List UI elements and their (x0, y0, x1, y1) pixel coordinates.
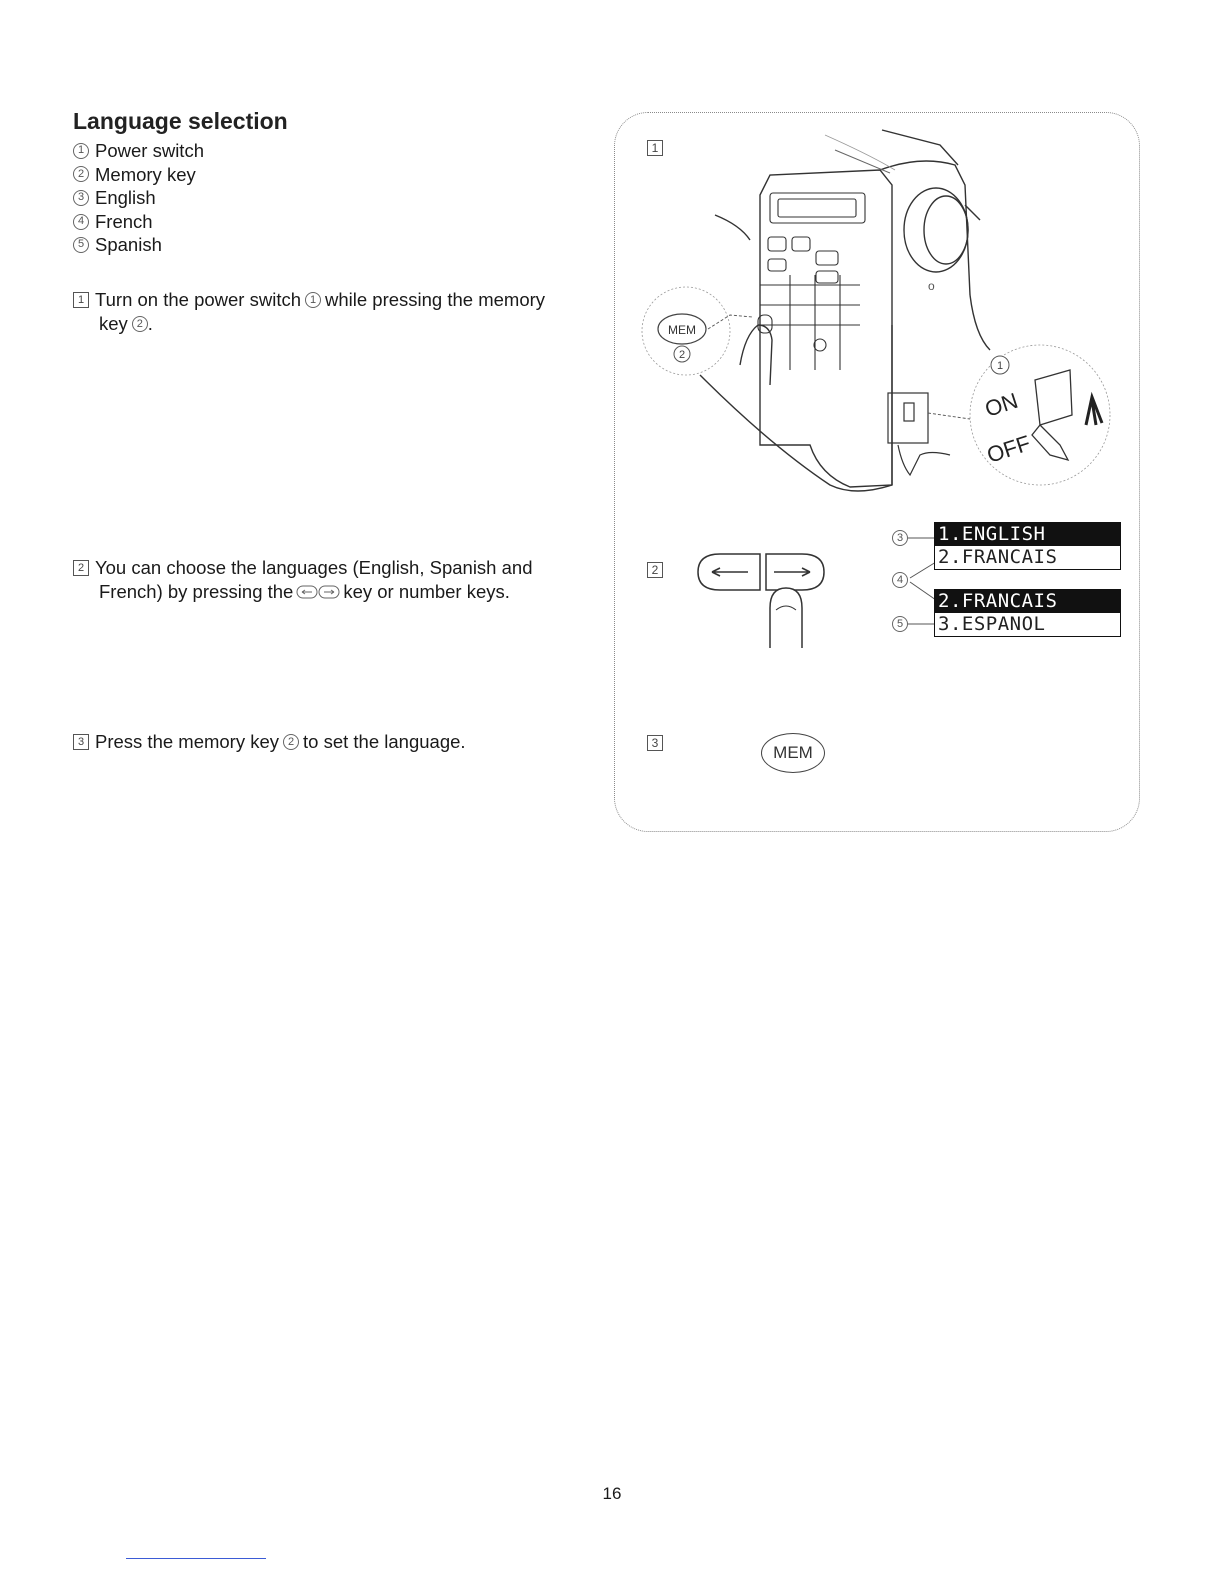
callout-english: 3 (892, 530, 908, 546)
step-number: 2 (73, 560, 89, 576)
step-3-text (73, 730, 466, 754)
legend-number: 1 (73, 143, 89, 159)
legend-item (73, 139, 204, 163)
switch-off-label: OFF (983, 430, 1034, 468)
step-text: while pressing the memory (325, 289, 546, 310)
legend-number: 2 (73, 166, 89, 182)
step-text: key (99, 313, 128, 334)
callout-spanish: 5 (892, 616, 908, 632)
lcd-screen-english-french (934, 522, 1121, 570)
step-text: Turn on the power switch (95, 289, 301, 310)
legend-number: 3 (73, 190, 89, 206)
legend-item (73, 186, 204, 210)
step-number: 3 (73, 734, 89, 750)
step-text: You can choose the languages (English, Spanish and (95, 557, 533, 578)
lcd-screen-french-spanish (934, 589, 1121, 637)
legend-item (73, 210, 204, 234)
legend-label: Memory key (95, 163, 196, 185)
lcd-row: 2.FRANCAIS (935, 546, 1120, 569)
step-number: 1 (73, 292, 89, 308)
svg-text:o: o (928, 279, 935, 293)
footer-rule (126, 1558, 266, 1559)
mem-callout-number: 2 (678, 349, 686, 361)
parts-legend (73, 139, 204, 257)
callout-french: 4 (892, 572, 908, 588)
figure-step-3-label: 3 (647, 735, 663, 751)
arrow-keys-illustration (690, 548, 840, 658)
switch-on-label: ON (981, 387, 1021, 422)
sewing-machine-illustration (620, 125, 1130, 505)
lcd-row-highlighted: 1.ENGLISH (935, 523, 1120, 546)
arrow-keys-icon (296, 585, 340, 599)
step-text: to set the language. (303, 731, 466, 752)
legend-item (73, 233, 204, 257)
legend-item (73, 163, 204, 187)
panel-display (770, 193, 865, 223)
page-title: Language selection (73, 108, 288, 134)
legend-label: Spanish (95, 234, 162, 256)
legend-number: 5 (73, 237, 89, 253)
machine-edge-left (715, 215, 750, 240)
mem-key-illustration: MEM (761, 733, 825, 773)
lcd-row-highlighted: 2.FRANCAIS (935, 590, 1120, 613)
step-text: Press the memory key (95, 731, 280, 752)
switch-callout (928, 345, 1110, 485)
machine-top-outline (880, 161, 970, 295)
page-number: 16 (602, 1484, 622, 1503)
legend-number: 4 (73, 214, 89, 230)
switch-callout-number: 1 (996, 360, 1004, 372)
figure-step-2-label: 2 (647, 562, 663, 578)
control-panel (758, 193, 865, 370)
step-text: French) by pressing the (99, 581, 294, 602)
step-text: key or number keys. (343, 581, 510, 602)
ref-power-switch: 1 (305, 292, 321, 308)
machine-base (700, 375, 892, 491)
finger-icon (740, 325, 772, 385)
machine-panel-outline (760, 170, 892, 487)
step-2-text (73, 556, 532, 604)
mem-callout (642, 287, 752, 375)
ref-memory-key: 2 (283, 734, 299, 750)
ref-memory-key: 2 (132, 316, 148, 332)
step-1-text (73, 288, 545, 336)
finger-icon (770, 588, 802, 648)
figure-step-1-label: 1 (647, 140, 663, 156)
legend-label: French (95, 210, 153, 232)
step-text: . (147, 313, 153, 334)
legend-label: English (95, 187, 156, 209)
lcd-row: 3.ESPANOL (935, 613, 1120, 636)
legend-label: Power switch (95, 140, 204, 161)
power-socket (888, 393, 950, 475)
mem-callout-label: MEM (668, 323, 696, 337)
